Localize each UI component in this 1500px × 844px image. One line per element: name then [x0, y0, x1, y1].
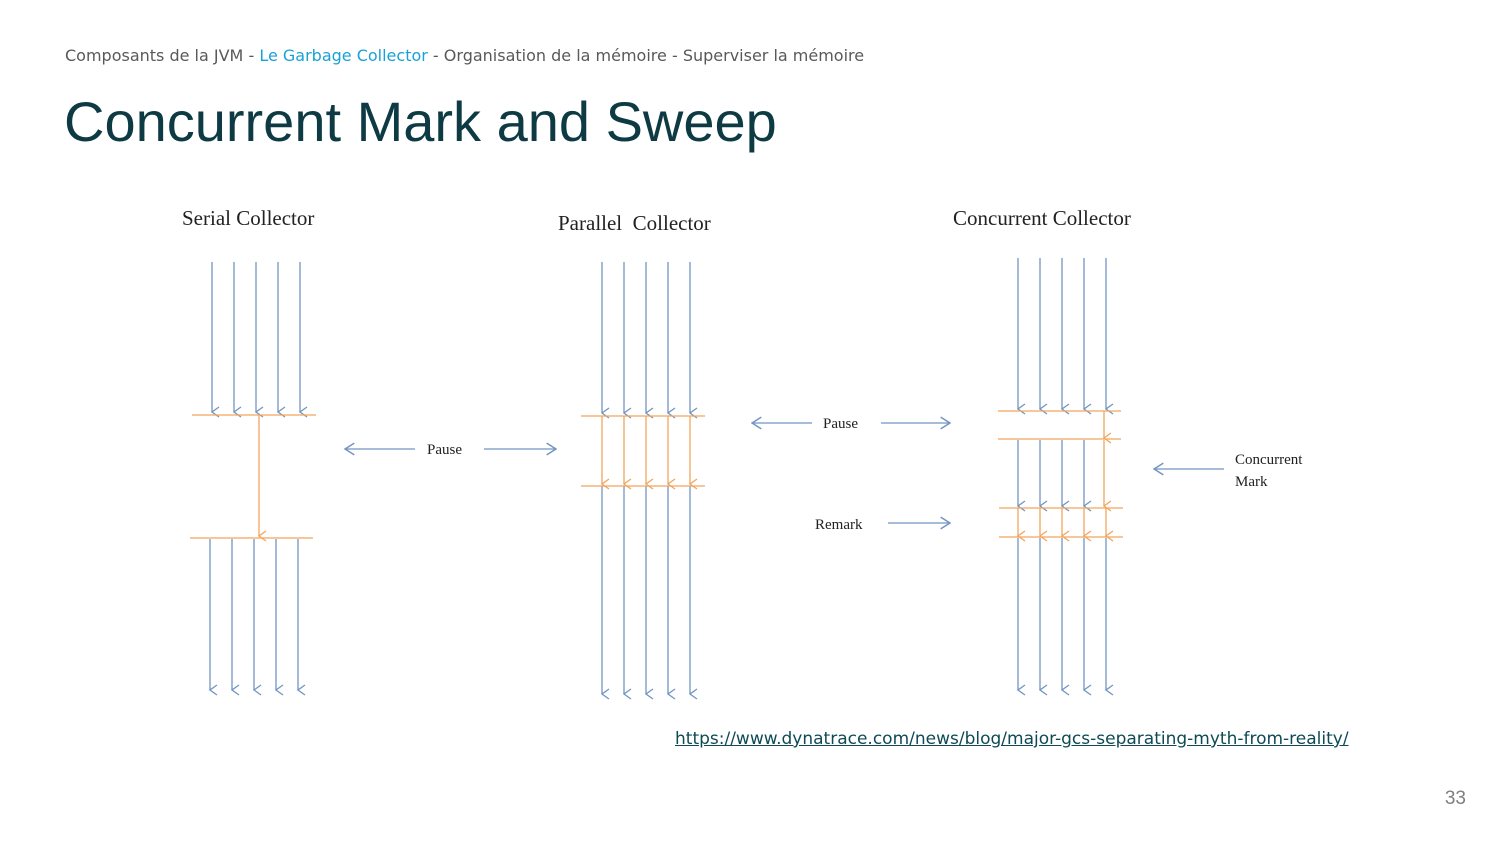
source-link[interactable]: https://www.dynatrace.com/news/blog/major-gcs-separating-myth-from-reality/ — [675, 729, 1349, 749]
page-title: Concurrent Mark and Sweep — [64, 90, 777, 153]
parallel-collector — [581, 262, 705, 694]
serial-collector-title: Serial Collector — [182, 206, 315, 230]
pause-label-parallel-concurrent: Pause — [823, 416, 858, 432]
pause-label-serial-parallel: Pause — [427, 442, 462, 458]
concurrent-collector-title: Concurrent Collector — [953, 206, 1131, 230]
breadcrumb-item-memory-organisation[interactable]: Organisation de la mémoire — [443, 46, 667, 65]
breadcrumb-separator: - — [243, 46, 260, 65]
serial-collector — [190, 262, 316, 690]
concurrent-mark-label-line2: Mark — [1235, 474, 1268, 490]
concurrent-mark-label-line1: Concurrent — [1235, 452, 1303, 468]
breadcrumb-separator: - — [427, 46, 444, 65]
parallel-collector-title: Parallel Collector — [558, 211, 711, 235]
remark-label: Remark — [815, 517, 863, 533]
page-number: 33 — [1444, 788, 1466, 809]
breadcrumb-item-jvm-components[interactable]: Composants de la JVM — [65, 46, 244, 65]
breadcrumb-item-memory-monitoring[interactable]: Superviser la mémoire — [682, 46, 865, 65]
breadcrumb-item-garbage-collector[interactable]: Le Garbage Collector — [259, 46, 428, 65]
breadcrumb-separator: - — [666, 46, 683, 65]
concurrent-collector — [998, 258, 1123, 690]
